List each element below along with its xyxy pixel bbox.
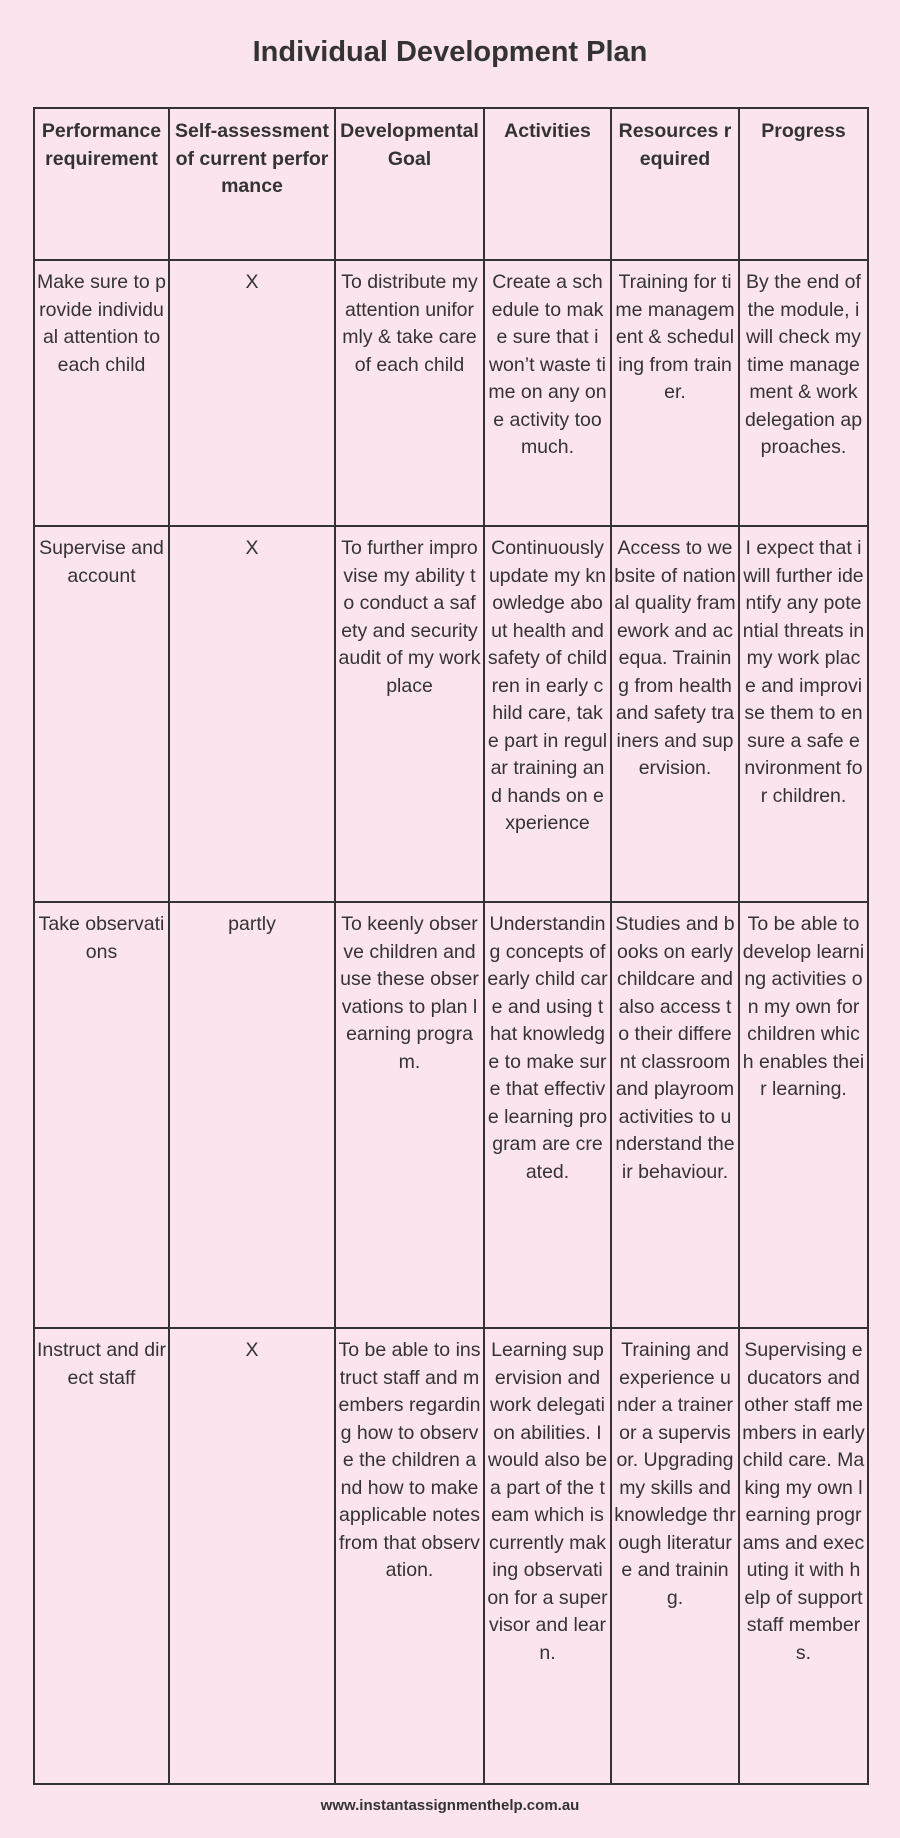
cell-performance-requirement: Take observations bbox=[34, 902, 169, 1328]
header-developmental-goal: Developmental Goal bbox=[335, 108, 484, 260]
cell-self-assessment: X bbox=[169, 260, 335, 526]
cell-performance-requirement: Instruct and direct staff bbox=[34, 1328, 169, 1784]
cell-developmental-goal: To be able to instruct staff and members regarding how to observe the children and how to make applicable notes from that observation. bbox=[335, 1328, 484, 1784]
cell-self-assessment: X bbox=[169, 1328, 335, 1784]
cell-self-assessment: X bbox=[169, 526, 335, 902]
footer-website: www.instantassignmenthelp.com.au bbox=[320, 1797, 580, 1814]
page-title: Individual Development Plan bbox=[252, 36, 648, 68]
cell-developmental-goal: To keenly observe children and use these observations to plan learning program. bbox=[335, 902, 484, 1328]
cell-activities: Create a schedule to make sure that i won’t waste time on any one activity too much. bbox=[484, 260, 611, 526]
cell-resources-required: Access to website of national quality framework and acequa. Training from health and safety trainers and supervision. bbox=[611, 526, 739, 902]
cell-progress: To be able to develop learning activities on my own for children which enables their learning. bbox=[739, 902, 868, 1328]
header-performance-requirement: Performance requirement bbox=[34, 108, 169, 260]
table-row bbox=[34, 526, 868, 902]
header-progress: Progress bbox=[739, 108, 868, 260]
cell-self-assessment: partly bbox=[169, 902, 335, 1328]
cell-progress: I expect that i will further identify any potential threats in my work place and improvise them to ensure a safe environment for children. bbox=[739, 526, 868, 902]
cell-progress: By the end of the module, i will check my time management & work delegation approaches. bbox=[739, 260, 868, 526]
table-row bbox=[34, 1328, 868, 1784]
cell-activities: Continuously update my knowledge about health and safety of children in early child care, take part in regular training and hands on experience bbox=[484, 526, 611, 902]
cell-performance-requirement: Supervise and account bbox=[34, 526, 169, 902]
header-self-assessment: Self-assessment of current performance bbox=[169, 108, 335, 260]
cell-developmental-goal: To further improvise my ability to conduct a safety and security audit of my work place bbox=[335, 526, 484, 902]
cell-resources-required: Training for time management & scheduling from trainer. bbox=[611, 260, 739, 526]
cell-resources-required: Training and experience under a trainer or a supervisor. Upgrading my skills and knowledge through literature and training. bbox=[611, 1328, 739, 1784]
table-row bbox=[34, 902, 868, 1328]
cell-resources-required: Studies and books on early childcare and also access to their different classroom and playroom activities to understand their behaviour. bbox=[611, 902, 739, 1328]
cell-performance-requirement: Make sure to provide individual attention to each child bbox=[34, 260, 169, 526]
header-resources-required: Resources required bbox=[611, 108, 739, 260]
table-header-row bbox=[34, 108, 868, 260]
cell-activities: Learning supervision and work delegation abilities. I would also be a part of the team which is currently making observation for a supervisor and learn. bbox=[484, 1328, 611, 1784]
cell-progress: Supervising educators and other staff members in early child care. Making my own learning programs and executing it with help of support staff members. bbox=[739, 1328, 868, 1784]
development-plan-table bbox=[33, 107, 869, 1785]
table-row bbox=[34, 260, 868, 526]
header-activities: Activities bbox=[484, 108, 611, 260]
cell-developmental-goal: To distribute my attention uniformly & take care of each child bbox=[335, 260, 484, 526]
cell-activities: Understanding concepts of early child care and using that knowledge to make sure that effective learning program are created. bbox=[484, 902, 611, 1328]
